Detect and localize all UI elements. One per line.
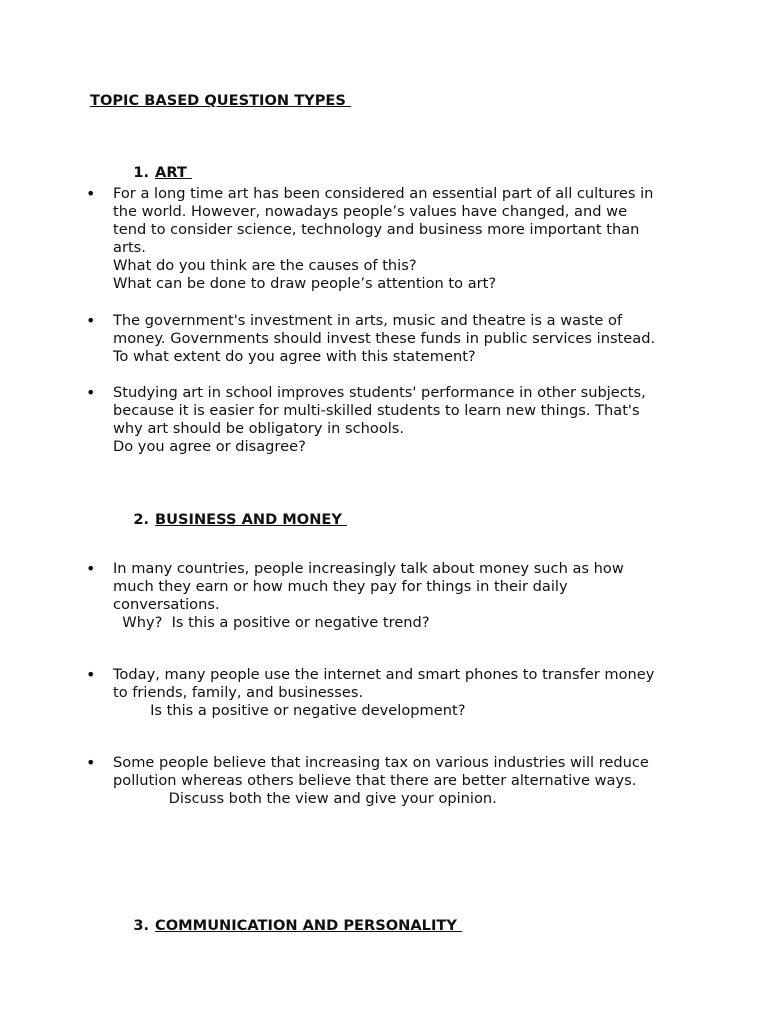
question-line: To what extent do you agree with this statement? [113, 348, 476, 365]
question-line: money. Governments should invest these funds in public services instead. [113, 330, 656, 347]
question-line: why art should be obligatory in schools. [113, 420, 405, 437]
question-line: Studying art in school improves students' performance in other subjects, [113, 384, 646, 401]
question-line: because it is easier for multi-skilled students to learn new things. That's [113, 402, 640, 419]
section-heading-business-and-money [113, 493, 347, 547]
question-text [113, 754, 693, 808]
question-text [113, 312, 693, 366]
bullet-icon: • [86, 311, 96, 330]
question-line: Today, many people use the internet and smart phones to transfer money [113, 666, 655, 683]
question-text [113, 560, 693, 632]
question-line: Why? Is this a positive or negative trend? [113, 614, 430, 631]
question-line: conversations. [113, 596, 220, 613]
section-number: 2. [133, 511, 150, 528]
question-line: arts. [113, 239, 146, 256]
question-line: Do you agree or disagree? [113, 438, 306, 455]
section-number: 3. [133, 917, 150, 934]
document-title: TOPIC BASED QUESTION TYPES [90, 92, 351, 109]
section-title: COMMUNICATION AND PERSONALITY [155, 917, 463, 934]
section-number: 1. [133, 164, 150, 181]
question-line: tend to consider science, technology and business more important than [113, 221, 640, 238]
question-text [113, 185, 693, 293]
question-line: much they earn or how much they pay for things in their daily [113, 578, 568, 595]
question-line: the world. However, nowadays people’s values have changed, and we [113, 203, 628, 220]
question-line: to friends, family, and businesses. [113, 684, 364, 701]
section-heading-communication-and-personality [113, 899, 462, 953]
question-line: What can be done to draw people’s attention to art? [113, 275, 497, 292]
question-line: Is this a positive or negative development? [113, 702, 466, 719]
question-line: Some people believe that increasing tax on various industries will reduce [113, 754, 649, 771]
question-line: What do you think are the causes of this? [113, 257, 417, 274]
question-line: Discuss both the view and give your opinion. [113, 790, 497, 807]
bullet-icon: • [86, 184, 96, 203]
bullet-icon: • [86, 665, 96, 684]
bullet-icon: • [86, 559, 96, 578]
bullet-icon: • [86, 753, 96, 772]
section-title: ART [155, 164, 192, 181]
question-line: The government's investment in arts, music and theatre is a waste of [113, 312, 623, 329]
section-title: BUSINESS AND MONEY [155, 511, 348, 528]
bullet-icon: • [86, 383, 96, 402]
question-text [113, 666, 693, 720]
question-line: pollution whereas others believe that there are better alternative ways. [113, 772, 637, 789]
question-line: For a long time art has been considered an essential part of all cultures in [113, 185, 654, 202]
question-line: In many countries, people increasingly talk about money such as how [113, 560, 624, 577]
question-text [113, 384, 693, 456]
